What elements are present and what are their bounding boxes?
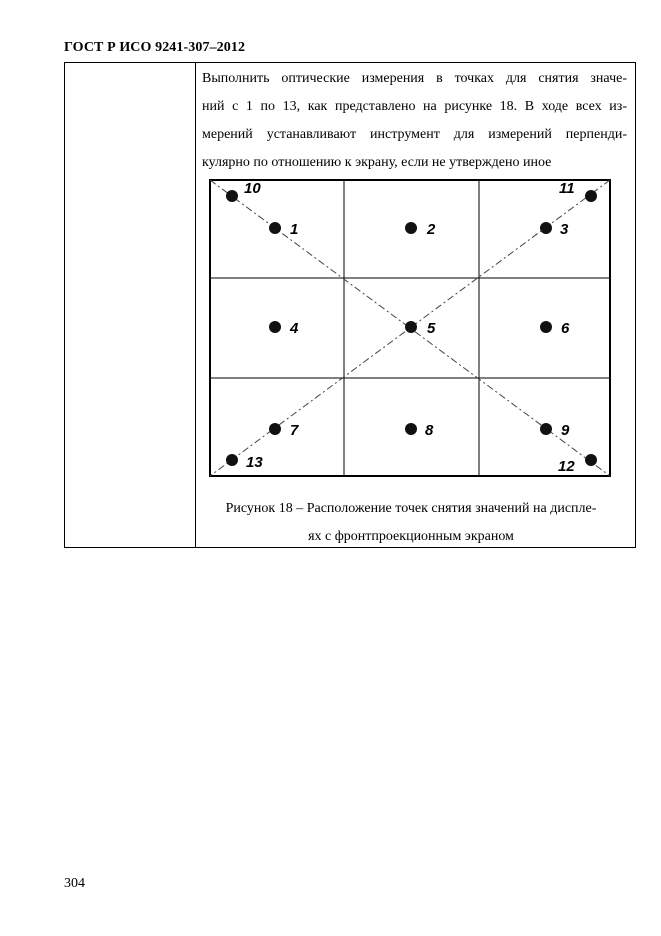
point-4 [269, 320, 299, 337]
point-13 [226, 454, 263, 471]
point-label-10: 10 [244, 180, 261, 197]
point-10 [226, 180, 261, 202]
point-8 [405, 422, 434, 439]
point-label-2: 2 [427, 221, 436, 238]
point-label-9: 9 [561, 422, 570, 439]
point-2 [405, 221, 436, 238]
measurement-points-figure [208, 178, 614, 478]
point-label-1: 1 [290, 221, 299, 238]
point-3 [540, 221, 569, 238]
document-header: ГОСТ Р ИСО 9241-307–2012 [64, 40, 246, 55]
point-1 [269, 221, 298, 238]
point-label-12: 12 [558, 458, 575, 475]
point-label-4: 4 [290, 320, 299, 337]
figure-caption [196, 495, 626, 551]
figure-caption-line-1: Рисунок 18 – Расположение точек снятия значений на диспле- [225, 501, 597, 516]
instruction-text [202, 65, 627, 177]
point-label-7: 7 [290, 422, 299, 439]
point-label-6: 6 [561, 320, 570, 337]
point-label-5: 5 [427, 320, 436, 337]
point-12 [558, 454, 597, 475]
figure-caption-line-2: ях с фронтпроекционным экраном [308, 529, 514, 544]
point-5 [405, 320, 436, 337]
column-divider [195, 63, 196, 547]
instruction-line-3: мерений устанавливают инструмент для измерений перпенди- [202, 127, 627, 142]
point-label-11: 11 [559, 180, 575, 197]
point-label-3: 3 [560, 221, 569, 238]
point-label-13: 13 [246, 454, 263, 471]
point-label-8: 8 [425, 422, 434, 439]
instruction-line-1: Выполнить оптические измерения в точках для снятия значе- [202, 71, 627, 86]
point-7 [269, 422, 299, 439]
instruction-line-2: ний с 1 по 13, как представлено на рисунке 18. В ходе всех из- [202, 99, 627, 114]
point-6 [540, 320, 570, 337]
instruction-line-4: кулярно по отношению к экрану, если не утверждено иное [202, 155, 552, 170]
point-9 [540, 422, 570, 439]
point-11 [559, 180, 597, 202]
page-number: 304 [64, 876, 85, 891]
